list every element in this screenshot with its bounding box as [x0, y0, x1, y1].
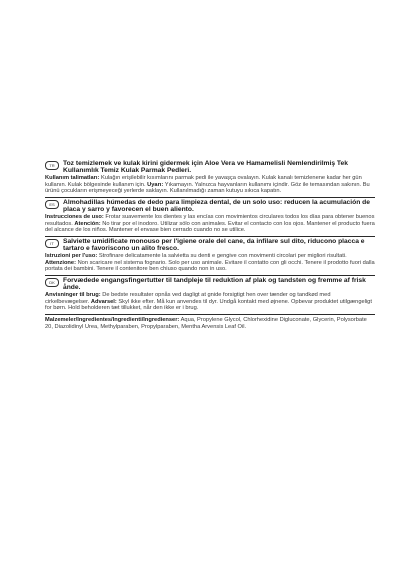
section-title-it: Salviette umidificate monouso per l'igiene orale del cane, da infilare sul dito, riducono placca e tartaro e favoriscono un alito fresco. — [63, 238, 365, 253]
instructions-label: Istruzioni per l'uso: — [45, 252, 98, 259]
ingredients-label: Malzemeler/Ingredientes/Ingredienti/Ingredienser: — [45, 317, 180, 324]
warning-text: Yıkamayın. Yalnızca hayvanların kullanımı içindir. Göz ile temasından sakının. Bu ürünü çocukların erişmeyeceği yerlerde saklayın. Kullanılmadığı zaman kutuyu sıkıca kapatın. — [45, 181, 370, 195]
instructions-text: De bedste resultater opnås ved dagligt at gnide forsigtigt hen over tænder og tandkød med cirkelbevægelser. — [45, 291, 331, 305]
warning-text: Non scaricare nel sistema fognario. Solo per uso animale. Evitare il contatto con gli occhi. Tenere il prodotto fuori dalla portata dei bambini. Tenere il contenitore ben chiuso quando non in uso. — [45, 259, 375, 273]
section-dk — [45, 275, 375, 314]
instructions-label: Anvisninger til brug: — [45, 291, 101, 298]
instructions-text: Strofinare delicatamente la salvietta su denti e gengive con movimenti circolari per migliori risultati. — [98, 252, 347, 259]
section-title-dk: Forvædede engangsfingertutter til tandpleje til reduktion af plak og tandsten og fremme af frisk ånde. — [63, 277, 366, 292]
section-header — [45, 238, 375, 252]
section-title-es: Almohadillas húmedas de dedo para limpieza dental, de un solo uso: reducen la acumulación de placa y sarro y favorecen el buen aliento. — [63, 199, 370, 214]
language-badge-it: IT — [45, 239, 59, 248]
section-es — [45, 197, 375, 236]
warning-label: Atención: — [74, 220, 101, 227]
ingredients-text: Aqua, Propylene Glycol, Chlorhexidine Digluconate, Glycerin, Polysorbate 20, Diazolidinyl Urea, Methylparaben, Propylparaben, Mentha Arvensis Leaf Oil. — [45, 317, 367, 330]
instructions-label: Kullanım talimatları: — [45, 174, 100, 181]
language-badge-tr: TR — [45, 161, 59, 170]
section-title-tr: Toz temizlemek ve kulak kirini gidermek için Aloe Vera ve Hamamelisli Nemlendirilmiş Tek Kullanımlık Temiz Kulak Parmak Pedleri. — [63, 160, 348, 175]
warning-text: Skyl ikke efter. Må kun anvendes til dyr. Undgå kontakt med øjnene. Opbevar produktet utilgængeligt for børn. Hold beholderen tæt tillukket, når den ikke er i brug. — [45, 298, 372, 312]
section-header — [45, 277, 375, 291]
warning-label: Uyarı: — [147, 181, 164, 188]
warning-label: Attenzione: — [45, 259, 76, 266]
section-body-es — [45, 214, 375, 234]
section-header — [45, 160, 375, 174]
section-tr — [45, 159, 375, 197]
warning-text: No tirar por el inodoro. Utilizar sólo con animales. Evitar el contacto con los ojos. Mantener el producto fuera del alcance de los niños. Mantener el envase bien cerrado cuando no se utilice. — [45, 220, 375, 234]
language-badge-es: ES — [45, 200, 59, 209]
warning-label: Advarsel: — [90, 298, 117, 305]
section-body-dk — [45, 292, 375, 312]
multilingual-label-text — [45, 159, 375, 330]
ingredients-block — [45, 314, 375, 330]
section-body-tr — [45, 175, 375, 195]
instructions-text: Frotar suavemente los dientes y las encías con movimientos circulares todos los días para obtener buenos resultados. — [45, 213, 375, 227]
instructions-text: Kulağın erişilebilir kısımlarını parmak pedi ile yavaşça ovalayın. Kulak kanalı temizlenene kadar her gün kullanın. Kulak bölgesinde kullanım için. — [45, 174, 362, 188]
language-badge-dk: DK — [45, 278, 59, 287]
section-it — [45, 236, 375, 275]
section-header — [45, 199, 375, 213]
instructions-label: Instrucciones de uso: — [45, 213, 104, 220]
section-body-it — [45, 253, 375, 273]
